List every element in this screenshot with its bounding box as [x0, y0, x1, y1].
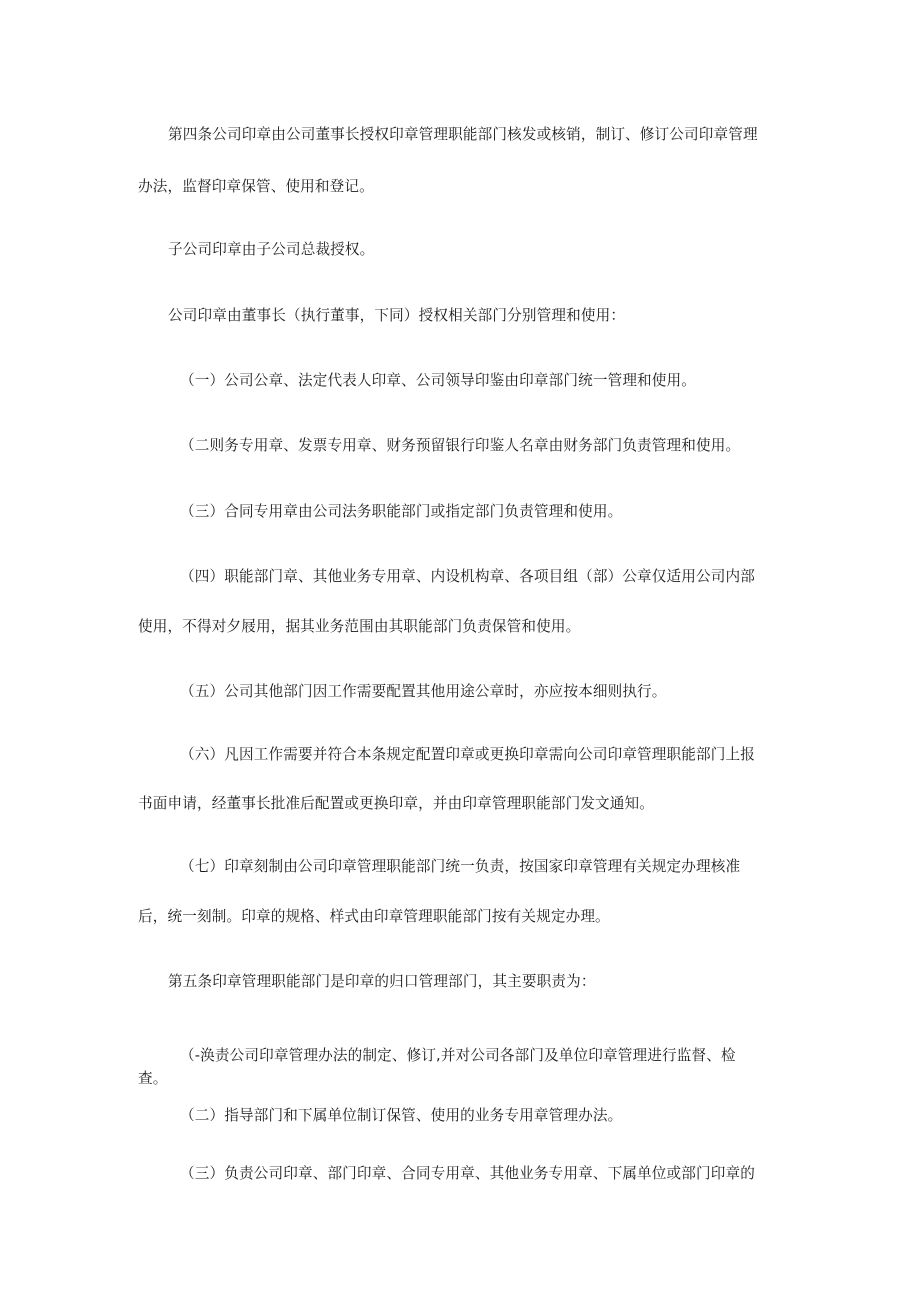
paragraph-line: （二则务专用章、发票专用章、财务预留银行印鉴人名章由财务部门负责管理和使用。	[180, 437, 741, 454]
paragraph-line: 第五条印章管理职能部门是印章的归口管理部门，其主要职责为：	[168, 973, 596, 990]
paragraph-line: （五）公司其他部门因工作需要配置其他用途公章时，亦应按本细则执行。	[180, 683, 667, 700]
paragraph-line: （六）凡因工作需要并符合本条规定配置印章或更换印章需向公司印章管理职能部门上报	[180, 746, 756, 763]
paragraph-line: 公司印章由董事长（执行董事，下同）授权相关部门分别管理和使用：	[168, 307, 626, 324]
paragraph-line: （三）负责公司印章、部门印章、合同专用章、其他业务专用章、下属单位或部门印章的	[180, 1165, 756, 1182]
paragraph-line: 办法，监督印章保管、使用和登记。	[138, 178, 374, 195]
paragraph-line: （七）印章刻制由公司印章管理职能部门统一负责，按国家印章管理有关规定办理核准	[180, 858, 741, 875]
paragraph-line: 使用，不得对夕屐用，据其业务范围由其职能部门负责保管和使用。	[138, 618, 581, 635]
paragraph-line: 第四条公司印章由公司董事长授权印章管理职能部门核发或核销，制订、修订公司印章管理	[168, 126, 758, 143]
paragraph-line: （三）合同专用章由公司法务职能部门或指定部门负责管理和使用。	[180, 503, 623, 520]
paragraph-line: 书面申请，经董事长批准后配置或更换印章，并由印章管理职能部门发文通知。	[138, 795, 655, 812]
paragraph-line: 子公司印章由子公司总裁授权。	[168, 241, 375, 258]
paragraph-line: （四）职能部门章、其他业务专用章、内设机构章、各项目组（部）公章仅适用公司内部	[180, 568, 756, 585]
paragraph-line: （-涣责公司印章管理办法的制定、修订,并对公司各部门及单位印章管理进行监督、检	[180, 1047, 736, 1064]
paragraph-line: 查。	[138, 1070, 168, 1087]
paragraph-line: （二）指导部门和下属单位制订保管、使用的业务专用章管理办法。	[180, 1107, 623, 1124]
paragraph-line: 后，统一刻制。印章的规格、样式由印章管理职能部门按有关规定办理。	[138, 908, 610, 925]
paragraph-line: （一）公司公章、法定代表人印章、公司领导印鉴由印章部门统一管理和使用。	[180, 372, 697, 389]
